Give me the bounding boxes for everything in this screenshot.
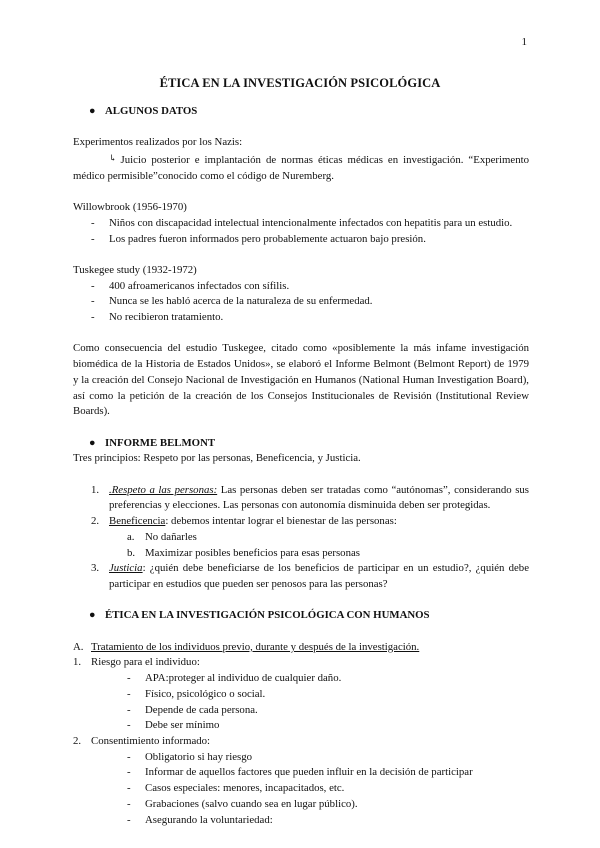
- section-heading-text: INFORME BELMONT: [105, 436, 216, 449]
- list-item: - Físico, psicológico o social.: [127, 687, 266, 700]
- principle-respeto: [73, 483, 529, 514]
- sub-item-marker: b.: [127, 546, 136, 559]
- item-a: [73, 640, 529, 656]
- riesgo-title: [73, 655, 529, 671]
- section-heading-text: ALGUNOS DATOS: [105, 105, 198, 117]
- consentimiento-title: [73, 734, 529, 750]
- list-item: - Niños con discapacidad intelectual intencionalmente infectados con hepatitis para un estudio.: [91, 216, 513, 229]
- nazi-intro: Experimentos realizados por los Nazis:: [73, 136, 243, 149]
- bullet-icon: ●: [89, 436, 96, 449]
- list-item-text: Nunca se les habló acerca de la naturaleza de su enfermedad.: [109, 295, 373, 308]
- bullet-icon: ●: [89, 105, 96, 117]
- list-number: 1.: [73, 656, 82, 669]
- tuskegee-title: Tuskegee study (1932-1972): [73, 263, 197, 276]
- sub-item-text: No dañarles: [145, 530, 197, 543]
- principle-text: Las personas deben ser tratadas como “autónomas”, considerando sus preferencias y elecciones. Las personas con autonomía disminuida deben ser protegidas.: [109, 483, 530, 512]
- section-heading-informe-belmont: [73, 436, 529, 452]
- list-number: 3.: [91, 562, 100, 575]
- list-item: - Grabaciones (salvo cuando sea en lugar público).: [127, 797, 358, 810]
- list-item: - Los padres fueron informados pero probablemente actuaron bajo presión.: [91, 232, 426, 245]
- list-number: 1.: [91, 483, 100, 496]
- riesgo-title-text: Riesgo para el individuo:: [91, 656, 200, 669]
- list-marker: A.: [73, 640, 84, 653]
- sub-item-marker: a.: [127, 530, 135, 543]
- list-item-text: Casos especiales: menores, incapacitados, etc.: [145, 782, 345, 795]
- consequence-paragraph: Como consecuencia del estudio Tuskegee, citado como «posiblemente la más infame investigación biomédica de la Historia de Estados Unidos», se elaboró el Informe Belmont (Belmont Report) de 1979 y la creación del Consejo Nacional de Investigación en Humanos (National Human Investigation Board), así como la petición de la creación de los Consejos Institucionales de Revisión (Institutional Review Boards).: [73, 342, 529, 418]
- section-heading-etica-humanos: [73, 608, 529, 624]
- list-number: 2.: [73, 735, 82, 747]
- sub-item-text: Maximizar posibles beneficios para esas personas: [145, 546, 360, 559]
- list-number: 2.: [91, 515, 100, 528]
- document-body: [73, 104, 529, 828]
- principle-text: : debemos intentar lograr el bienestar de las personas:: [165, 515, 397, 528]
- nazi-paragraph: [73, 151, 529, 184]
- list-item: - Informar de aquellos factores que pueden influir en la decisión de participar: [127, 766, 473, 779]
- list-item-text: No recibieron tratamiento.: [109, 311, 224, 324]
- sub-item: [73, 546, 529, 562]
- return-arrow-icon: ↳: [109, 153, 117, 164]
- principle-text: : ¿quién debe beneficiarse de los beneficios de participar en un estudio?, ¿quién debe participar en estudios que pueden ser penosos para las personas?: [109, 562, 529, 590]
- item-a-text: Tratamiento de los individuos previo, durante y después de la investigación.: [91, 640, 420, 653]
- principle-term: .Respeto a las personas:: [109, 483, 218, 496]
- list-item-text: Informar de aquellos factores que pueden influir en la decisión de participar: [145, 766, 473, 779]
- list-item: - Obligatorio si hay riesgo: [127, 750, 253, 763]
- list-item-text: Debe ser mínimo: [145, 719, 220, 732]
- list-item: - 400 afroamericanos infectados con sífilis.: [91, 279, 290, 292]
- principle-term: Beneficencia: [109, 515, 166, 528]
- list-item: - No recibieron tratamiento.: [91, 311, 224, 324]
- page-number: 1: [521, 36, 527, 48]
- sub-item: [73, 530, 529, 546]
- section-heading-text: ÉTICA EN LA INVESTIGACIÓN PSICOLÓGICA CON HUMANOS: [105, 609, 430, 622]
- list-item-text: APA:proteger al individuo de cualquier daño.: [145, 672, 342, 685]
- list-item-text: Grabaciones (salvo cuando sea en lugar público).: [145, 797, 358, 810]
- document-title: ÉTICA EN LA INVESTIGACIÓN PSICOLÓGICA: [159, 76, 441, 90]
- list-item: - Depende de cada persona.: [127, 703, 258, 716]
- list-item-text: Físico, psicológico o social.: [145, 687, 266, 700]
- list-item: - Casos especiales: menores, incapacitados, etc.: [127, 782, 345, 795]
- bullet-icon: ●: [89, 609, 96, 622]
- principle-justicia: [73, 561, 529, 592]
- section-heading-algunos-datos: [73, 104, 529, 120]
- list-item: - APA:proteger al individuo de cualquier daño.: [127, 672, 342, 685]
- list-item-text: Depende de cada persona.: [145, 703, 258, 716]
- consentimiento-title-text: Consentimiento informado:: [91, 735, 211, 747]
- principle-beneficencia: [73, 514, 529, 530]
- list-item-text: Asegurando la voluntariedad:: [145, 813, 273, 826]
- list-item: - Nunca se les habló acerca de la naturaleza de su enfermedad.: [91, 295, 373, 308]
- list-item-text: Niños con discapacidad intelectual intencionalmente infectados con hepatitis para un estudio.: [109, 216, 513, 229]
- list-item: - Debe ser mínimo: [127, 719, 220, 732]
- willowbrook-title: Willowbrook (1956-1970): [73, 201, 187, 214]
- list-item-text: Obligatorio si hay riesgo: [145, 750, 253, 763]
- belmont-intro: Tres principios: Respeto por las personas, Beneficencia, y Justicia.: [73, 452, 361, 465]
- list-item-text: 400 afroamericanos infectados con sífilis.: [109, 279, 290, 292]
- principle-term: Justicia: [109, 562, 143, 575]
- list-item-text: Los padres fueron informados pero probablemente actuaron bajo presión.: [109, 232, 426, 245]
- nazi-text: Juicio posterior e implantación de normas éticas médicas en investigación. “Experimento médico permisible”conocido como el código de Nuremberg.: [73, 154, 529, 182]
- list-item: - Asegurando la voluntariedad:: [127, 813, 273, 826]
